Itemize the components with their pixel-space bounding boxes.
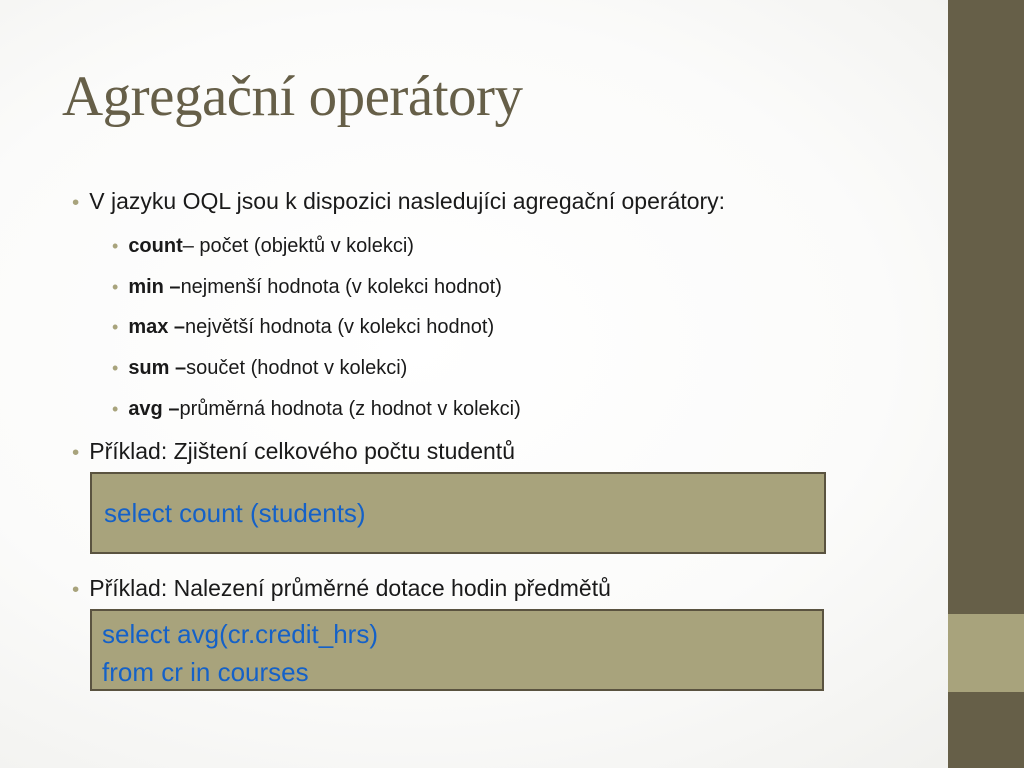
- operator-item-count: [112, 235, 414, 258]
- code-line: from cr in courses: [102, 657, 309, 687]
- slide-title: Agregační operátory: [62, 65, 523, 128]
- bullet-dot-icon: •: [72, 191, 80, 214]
- bullet-example-2: [72, 575, 611, 602]
- bullet-dot-icon: •: [112, 317, 119, 337]
- bullet-dot-icon: •: [72, 578, 80, 601]
- operator-description: – počet (objektů v kolekci): [182, 235, 414, 257]
- operator-item-avg: [112, 398, 521, 421]
- operator-description: součet (hodnot v kolekci): [186, 357, 408, 379]
- code-box-example-2: [90, 609, 824, 691]
- sidebar-band-accent: [948, 614, 1024, 692]
- example-1-label: Příklad: Zjištení celkového počtu studentů: [89, 438, 515, 464]
- operator-keyword: min –: [128, 276, 181, 298]
- operator-item-max: [112, 316, 494, 339]
- operator-description: průměrná hodnota (z hodnot v kolekci): [179, 398, 521, 420]
- operator-keyword: avg –: [128, 398, 180, 420]
- sidebar-band-top: [948, 0, 1024, 614]
- code-line: select count (students): [104, 498, 366, 528]
- intro-text: V jazyku OQL jsou k dispozici nasledujíci agregační operátory:: [89, 188, 726, 214]
- operator-description: největší hodnota (v kolekci hodnot): [185, 316, 495, 338]
- operator-item-sum: [112, 357, 407, 380]
- code-line: select avg(cr.credit_hrs): [102, 619, 378, 649]
- operator-keyword: count: [128, 235, 183, 257]
- bullet-dot-icon: •: [72, 441, 80, 464]
- bullet-intro: [72, 188, 725, 215]
- code-box-example-1: [90, 472, 826, 554]
- operator-keyword: max –: [128, 316, 186, 338]
- bullet-dot-icon: •: [112, 277, 119, 297]
- sidebar-band-bottom: [948, 692, 1024, 768]
- operator-description: nejmenší hodnota (v kolekci hodnot): [180, 276, 502, 298]
- operator-item-min: [112, 276, 502, 299]
- bullet-example-1: [72, 438, 515, 465]
- bullet-dot-icon: •: [112, 358, 119, 378]
- operator-keyword: sum –: [128, 357, 187, 379]
- bullet-dot-icon: •: [112, 236, 119, 256]
- example-2-label: Příklad: Nalezení průměrné dotace hodin předmětů: [89, 575, 611, 601]
- bullet-dot-icon: •: [112, 399, 119, 419]
